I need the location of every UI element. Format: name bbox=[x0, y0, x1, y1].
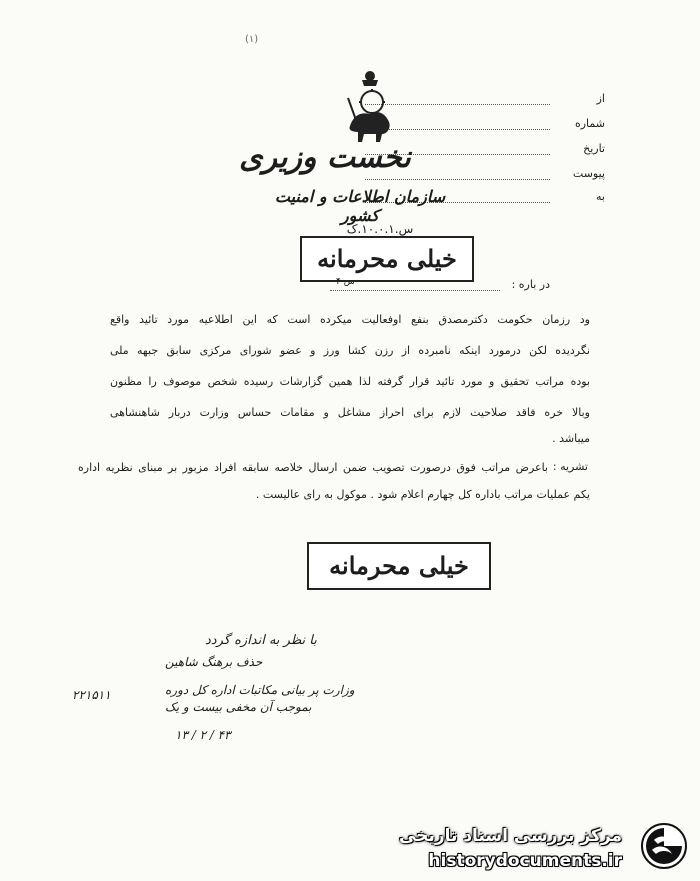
handwritten-note-4: بموجب آن مخفی بیست و یک bbox=[165, 700, 312, 714]
note-label: تشریه : bbox=[552, 460, 588, 473]
note-line: باعرض مراتب فوق درصورت تصویب ضمن ارسال خلاصه سابقه افراد مزبور بر مبنای نظریه اداره bbox=[78, 461, 548, 474]
corner-mark: (۱) bbox=[245, 34, 259, 45]
form-field-row bbox=[365, 117, 605, 137]
form-field-label: از bbox=[596, 92, 605, 105]
organization-name: سازمان اطلاعات و امنیت کشور bbox=[274, 187, 446, 225]
form-field-row bbox=[365, 92, 605, 112]
reference-number: س.۱۰.۰.۱.ک bbox=[346, 222, 414, 236]
watermark-text: مرکز بررسی اسناد تاریخی bbox=[399, 826, 622, 846]
stamp-mark: س ۴ bbox=[336, 277, 355, 287]
handwritten-note-3: وزارت پر بیانی مکاتبات اداره کل دوره bbox=[165, 683, 355, 697]
body-line: میباشد . bbox=[552, 432, 590, 445]
body-line: ود رزمان حکومت دکترمصدق بنفع اوفعالیت میکرده است که این اطلاعیه مورد تائید واقع bbox=[110, 313, 590, 326]
page-title: نخست وزیری bbox=[239, 140, 411, 175]
lion-and-sun-emblem-icon bbox=[340, 68, 400, 148]
body-line: بوده مراتب تحقیق و مورد تائید قرار گرفته لذا همین گزارشات رسیده شخص موصوف را مظنون bbox=[110, 375, 590, 388]
subject-label: در باره : bbox=[511, 278, 550, 291]
archive-logo-icon bbox=[640, 822, 688, 870]
subject-dots bbox=[330, 290, 500, 291]
form-field-label: پیوست bbox=[572, 167, 605, 180]
classification-stamp-bottom: خیلی محرمانه bbox=[307, 542, 491, 590]
watermark-url: historydocuments.ir bbox=[428, 851, 622, 871]
handwritten-side-number: ۲۲۱۵۱۱ bbox=[72, 688, 111, 702]
form-field-dots bbox=[365, 179, 550, 180]
form-field-label: تاریخ bbox=[583, 142, 605, 155]
form-field-label: شماره bbox=[574, 117, 605, 130]
form-field-label: به bbox=[596, 190, 605, 203]
handwritten-note-1: با نظر به اندازه گردد bbox=[205, 633, 317, 648]
classification-stamp-top: خیلی محرمانه bbox=[300, 236, 474, 282]
body-line: نگردیده لکن درمورد اینکه نامبرده از رزن کشا ورز و عضو شورای مرکزی سابق جبهه ملی bbox=[110, 344, 590, 357]
handwritten-note-2: حذف برهنگ شاهین bbox=[165, 655, 263, 669]
body-line: وبالا خره فاقد صلاحیت لازم برای احراز مشاغل و مقامات حساس وزارت دربار شاهنشاهی bbox=[110, 406, 590, 419]
note-line: یکم عملیات مراتب باداره کل چهارم اعلام شود . موکول به رای عالیست . bbox=[255, 488, 590, 501]
handwritten-date: ۱۳ / ۲ / ۴۳ bbox=[175, 728, 231, 742]
